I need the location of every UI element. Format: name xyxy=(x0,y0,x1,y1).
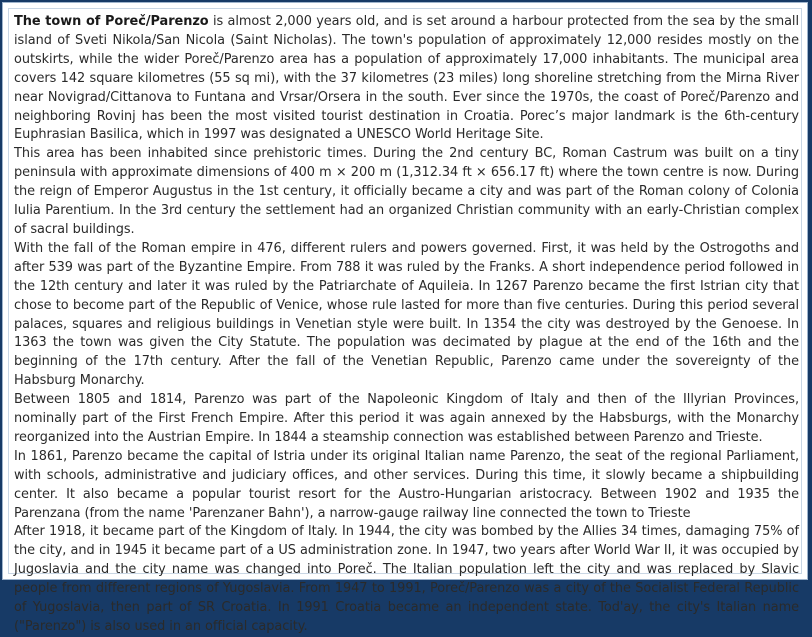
paragraph-napoleonic: Between 1805 and 1814, Parenzo was part of the Napoleonic Kingdom of Italy and then of the Illyrian Provinces, nominally part of the First French Empire. After this period it was again annexed by the Habsburgs, with the Monarchy reorganized into the Austrian Empire. In 1844 a steamship connection was established between Parenzo and Trieste. xyxy=(14,392,799,445)
paragraph-medieval: With the fall of the Roman empire in 476, different rulers and powers governed. First, it was held by the Ostrogoths and after 539 was part of the Byzantine Empire. From 788 it was ruled by the Franks. A short independence period followed in the 12th century and later it was ruled by the Patriarchate of Aquileia. In 1267 Parenzo became the first Istrian city that chose to become part of the Republic of Venice, whose rule lasted for more than five centuries. During this period several palaces, squares and religious buildings in Venetian style were built. In 1354 the city was destroyed by the Genoese. In 1363 the town was given the City Statute. The population was decimated by plague at the end of the 16th and the beginning of the 17th century. After the fall of the Venetian Republic, Parenzo came under the sovereignty of the Habsburg Monarchy. xyxy=(14,240,799,389)
article-title: The town of Poreč/Parenzo xyxy=(14,14,209,29)
paragraph-modern: After 1918, it became part of the Kingdom of Italy. In 1944, the city was bombed by the Allies 34 times, damaging 75% of the city, and in 1945 it became part of a US administration zone. In 1947, two years after World War II, it was occupied by Jugoslavia and the city name was changed into Poreč. The Italian population left the city and was replaced by Slavic people from different regions of Yugoslavia. From 1947 to 1991, Poreč/Parenzo was a city of the Socialist Federal Republic of Yugoslavia, then part of SR Croatia. In 1991 Croatia became an independent state. Tod'ay, the city's Italian name ("Parenzo") is also used in an official capacity. xyxy=(14,524,799,634)
document-panel xyxy=(8,8,802,634)
document-frame xyxy=(2,2,808,634)
paragraph-text: is almost 2,000 years old, and is set around a harbour protected from the sea by the small island of Sveti Nikola/San Nicola (Saint Nicholas). The town's population of approximately 12,000 resides mostly on the outskirts, while the wider Poreč/Parenzo area has a population of approximately 17,000 inhabitants. The municipal area covers 142 square kilometres (55 sq mi), with the 37 kilometres (23 miles) long shoreline stretching from the Mirna River near Novigrad/Cittanova to Funtana and Vrsar/Orsera in the south. Ever since the 1970s, the coast of Poreč/Parenzo and neighboring Rovinj has been the most visited tourist destination in Croatia. Porec’s major landmark is the 6th-century Euphrasian Basilica, which in 1997 was designated a UNESCO World Heritage Site. xyxy=(14,14,799,143)
paragraph-prehistory: This area has been inhabited since prehistoric times. During the 2nd century BC, Roman Castrum was built on a tiny peninsula with approximate dimensions of 400 m × 200 m (1,312.34 ft × 656.17 ft) where the town centre is now. During the reign of Emperor Augustus in the 1st century, it officially became a city and was part of the Roman colony of Colonia Iulia Parentium. In the 3rd century the settlement had an organized Christian community with an early-Christian complex of sacral buildings. xyxy=(14,146,799,237)
paragraph-intro xyxy=(14,13,799,145)
paragraph-1861: In 1861, Parenzo became the capital of Istria under its original Italian name Parenzo, the seat of the regional Parliament, with schools, administrative and judiciary offices, and other services. During this time, it slowly became a shipbuilding center. It also became a popular tourist resort for the Austro-Hungarian aristocracy. Between 1902 and 1935 the Parenzana (from the name 'Parenzaner Bahn'), a narrow-gauge railway line connected the town to Trieste xyxy=(14,448,799,521)
article-body xyxy=(14,13,799,637)
